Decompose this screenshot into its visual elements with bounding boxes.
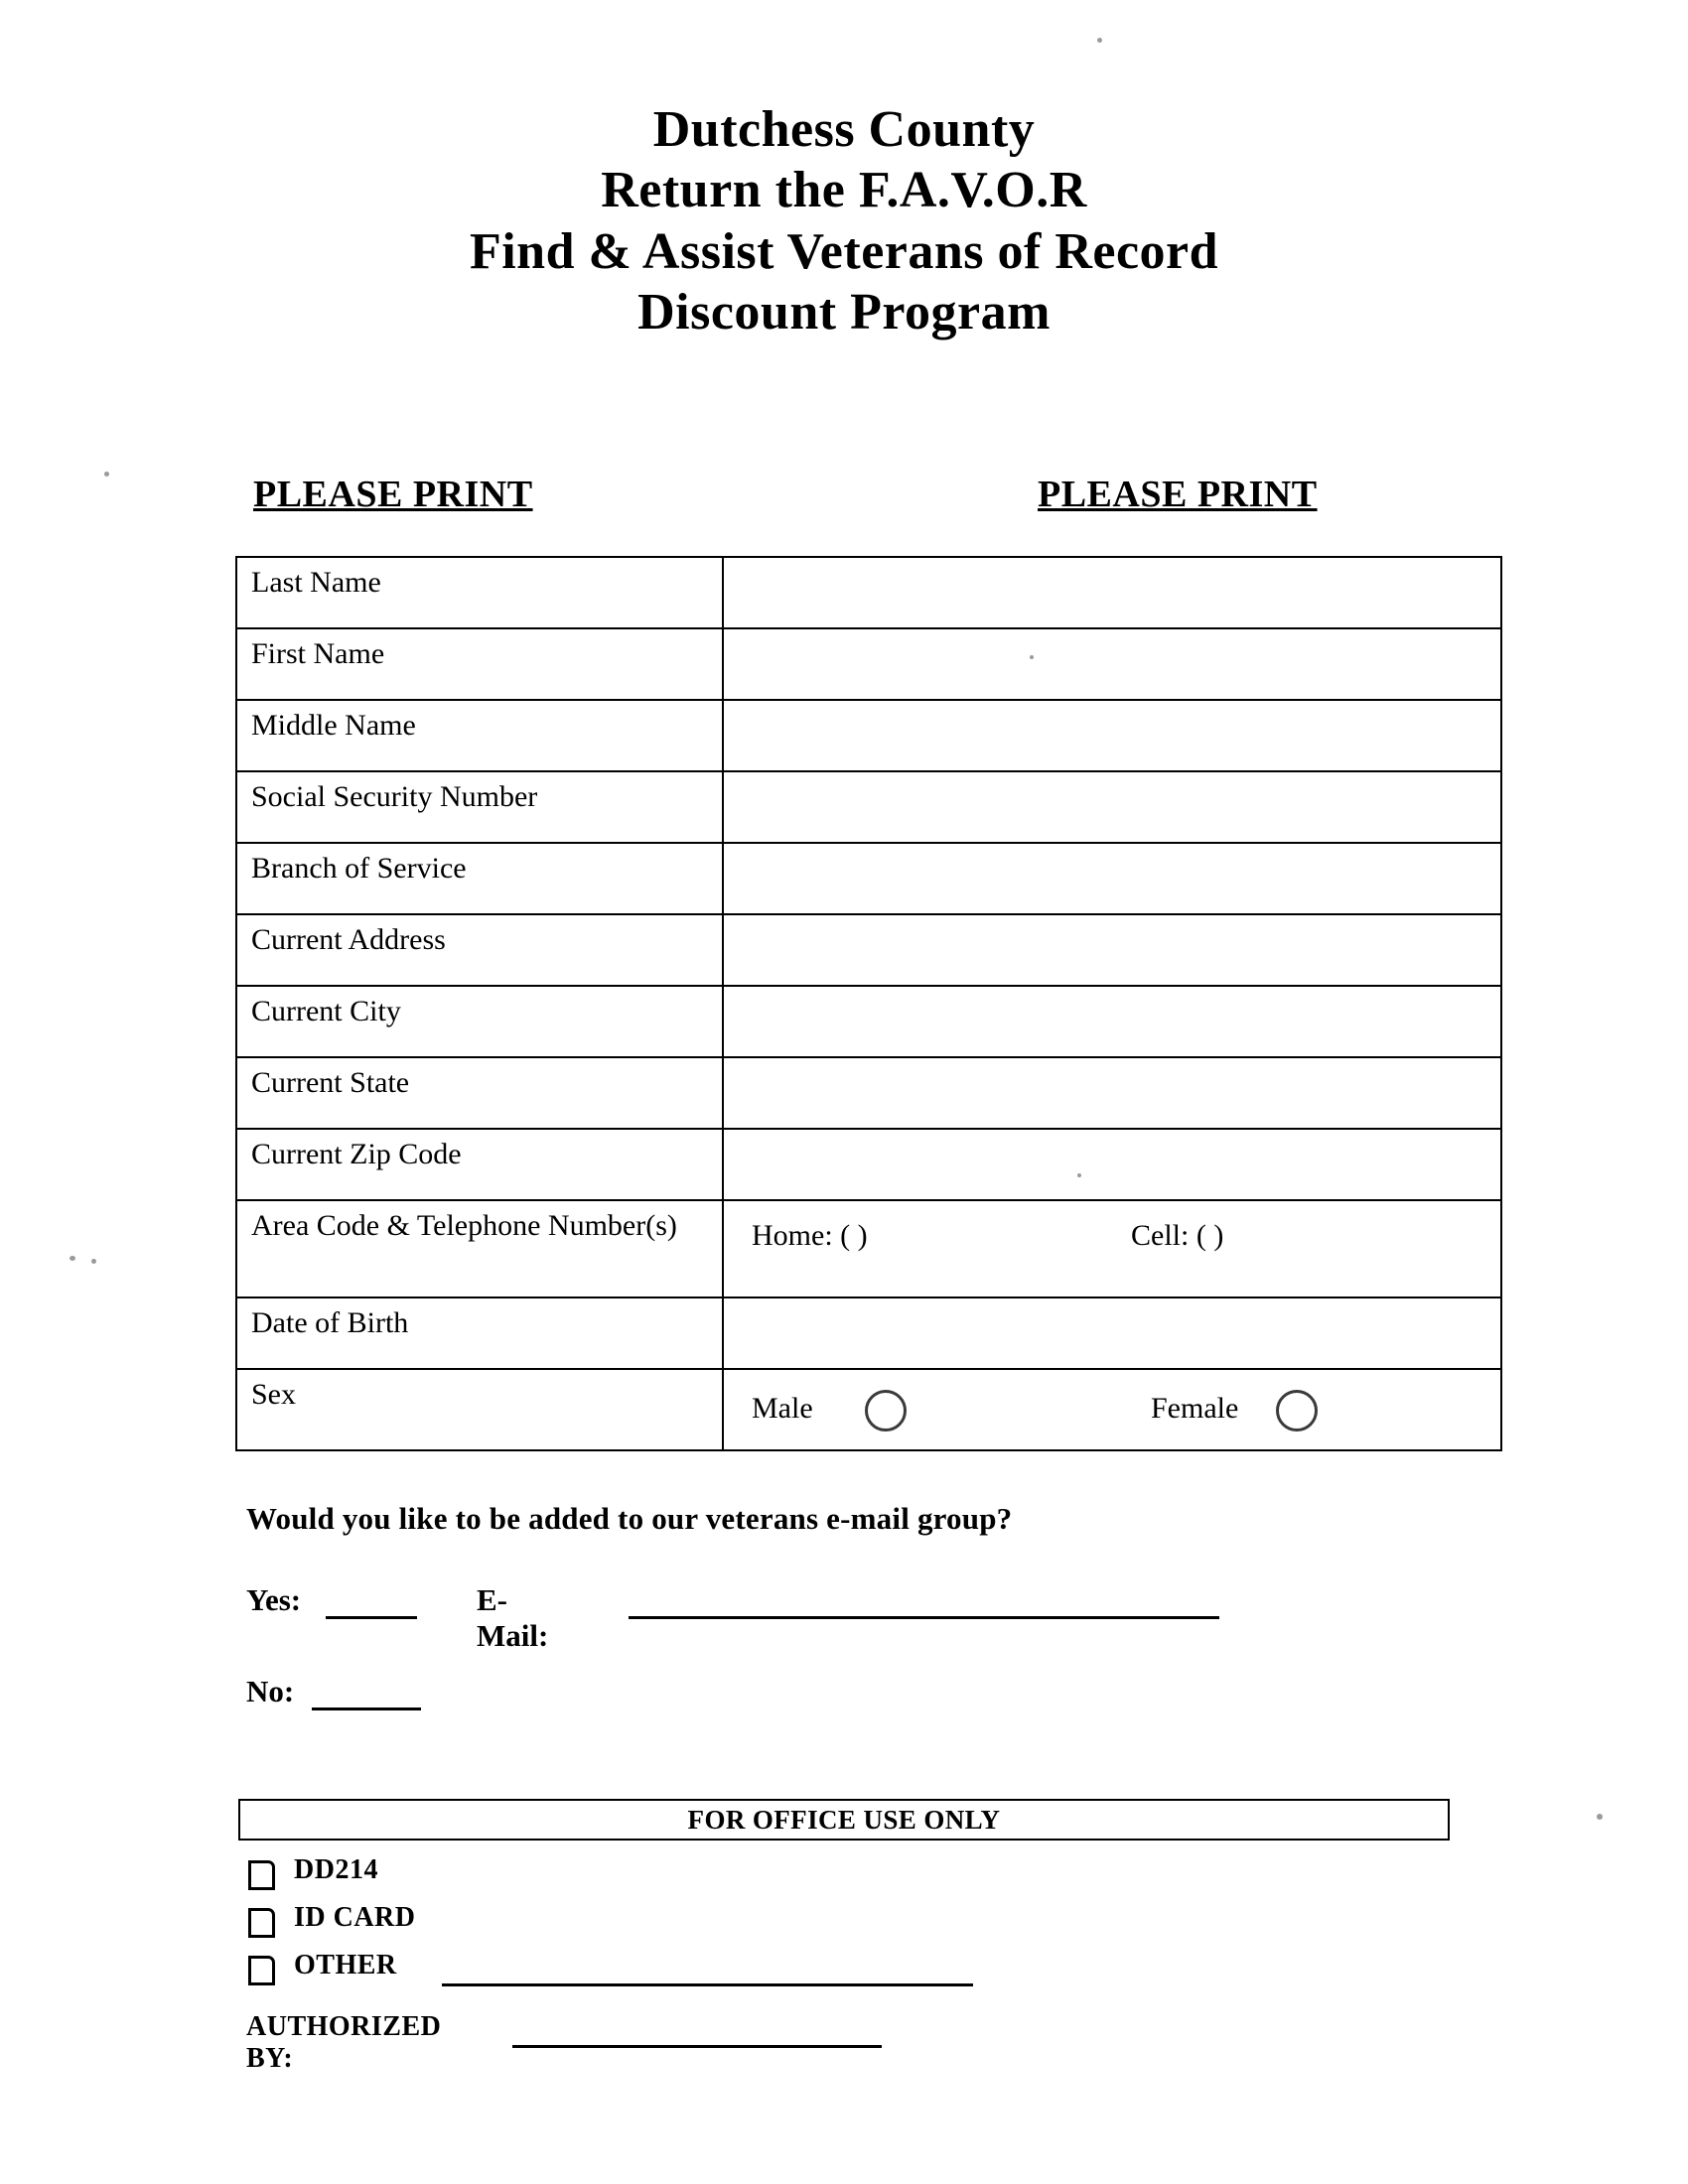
field-label-date-of-birth: Date of Birth: [236, 1297, 723, 1369]
field-input-telephone[interactable]: [723, 1200, 1501, 1297]
field-input-first-name[interactable]: [723, 628, 1501, 700]
table-row: [236, 771, 1501, 843]
please-print-left: PLEASE PRINT: [253, 474, 533, 515]
table-row-phone: [236, 1200, 1501, 1297]
scan-speck: [104, 472, 109, 477]
field-input-social-security-number[interactable]: [723, 771, 1501, 843]
title-line-1: Dutchess County: [652, 101, 1036, 158]
list-item: [248, 1948, 1340, 1995]
field-input-current-address[interactable]: [723, 914, 1501, 986]
scan-speck: [1030, 655, 1034, 659]
yes-label: Yes:: [246, 1582, 302, 1617]
no-answer-blank[interactable]: [312, 1707, 421, 1710]
page-title: [0, 99, 1688, 342]
field-label-first-name: First Name: [236, 628, 723, 700]
field-label-current-address: Current Address: [236, 914, 723, 986]
table-row: [236, 1057, 1501, 1129]
table-row: [236, 986, 1501, 1057]
field-label-telephone: Area Code & Telephone Number(s): [236, 1200, 723, 1297]
table-row: [236, 628, 1501, 700]
yes-answer-blank[interactable]: [326, 1616, 417, 1619]
scan-speck: [70, 1256, 75, 1261]
cell-phone-label: Cell: ( ): [1131, 1219, 1224, 1252]
field-input-current-state[interactable]: [723, 1057, 1501, 1129]
radio-male[interactable]: [865, 1390, 907, 1432]
field-label-branch-of-service: Branch of Service: [236, 843, 723, 914]
email-answer-blank[interactable]: [629, 1616, 1219, 1619]
checkbox-icon[interactable]: [248, 1956, 275, 1985]
field-label-current-zip-code: Current Zip Code: [236, 1129, 723, 1200]
radio-female[interactable]: [1276, 1390, 1318, 1432]
scan-speck: [1597, 1814, 1603, 1820]
table-row: [236, 557, 1501, 628]
applicant-info-table: [235, 556, 1502, 1451]
field-input-last-name[interactable]: [723, 557, 1501, 628]
title-line-2: Return the F.A.V.O.R: [601, 162, 1087, 219]
field-input-sex[interactable]: [723, 1369, 1501, 1450]
email-group-question: Would you like to be added to our veterans e-mail group?: [246, 1501, 1013, 1536]
female-label: Female: [1151, 1392, 1239, 1425]
field-label-sex: Sex: [236, 1369, 723, 1450]
list-item: [248, 1852, 1340, 1900]
table-row: [236, 1297, 1501, 1369]
field-label-last-name: Last Name: [236, 557, 723, 628]
field-input-current-zip-code[interactable]: [723, 1129, 1501, 1200]
scan-speck: [1097, 38, 1102, 43]
table-row: [236, 1129, 1501, 1200]
field-label-social-security-number: Social Security Number: [236, 771, 723, 843]
field-input-branch-of-service[interactable]: [723, 843, 1501, 914]
list-item: [248, 1900, 1340, 1948]
checkbox-icon[interactable]: [248, 1860, 275, 1890]
scan-speck: [1077, 1173, 1081, 1177]
field-input-middle-name[interactable]: [723, 700, 1501, 771]
no-label: No:: [246, 1674, 295, 1708]
email-label: E-Mail:: [477, 1582, 549, 1653]
title-line-3: Find & Assist Veterans of Record: [469, 222, 1219, 280]
table-row: [236, 914, 1501, 986]
male-label: Male: [752, 1392, 813, 1425]
authorized-by-label: AUTHORIZED BY:: [246, 2011, 442, 2074]
field-label-current-state: Current State: [236, 1057, 723, 1129]
checkbox-label-id-card: ID CARD: [294, 1902, 416, 1933]
table-row-sex: [236, 1369, 1501, 1450]
checkbox-label-other: OTHER: [294, 1950, 397, 1980]
scan-speck: [91, 1259, 96, 1264]
office-use-heading: FOR OFFICE USE ONLY: [238, 1799, 1450, 1841]
field-label-middle-name: Middle Name: [236, 700, 723, 771]
authorized-by-blank[interactable]: [512, 2045, 882, 2048]
field-input-current-city[interactable]: [723, 986, 1501, 1057]
table-row: [236, 700, 1501, 771]
field-input-date-of-birth[interactable]: [723, 1297, 1501, 1369]
home-phone-label: Home: ( ): [752, 1219, 868, 1252]
checkbox-label-dd214: DD214: [294, 1854, 378, 1885]
table-row: [236, 843, 1501, 914]
other-answer-blank[interactable]: [442, 1983, 973, 1986]
please-print-row: [0, 473, 1688, 522]
please-print-right: PLEASE PRINT: [1038, 474, 1318, 515]
field-label-current-city: Current City: [236, 986, 723, 1057]
checkbox-icon[interactable]: [248, 1908, 275, 1938]
title-line-4: Discount Program: [637, 284, 1051, 341]
office-use-checklist: [248, 1852, 1340, 1995]
